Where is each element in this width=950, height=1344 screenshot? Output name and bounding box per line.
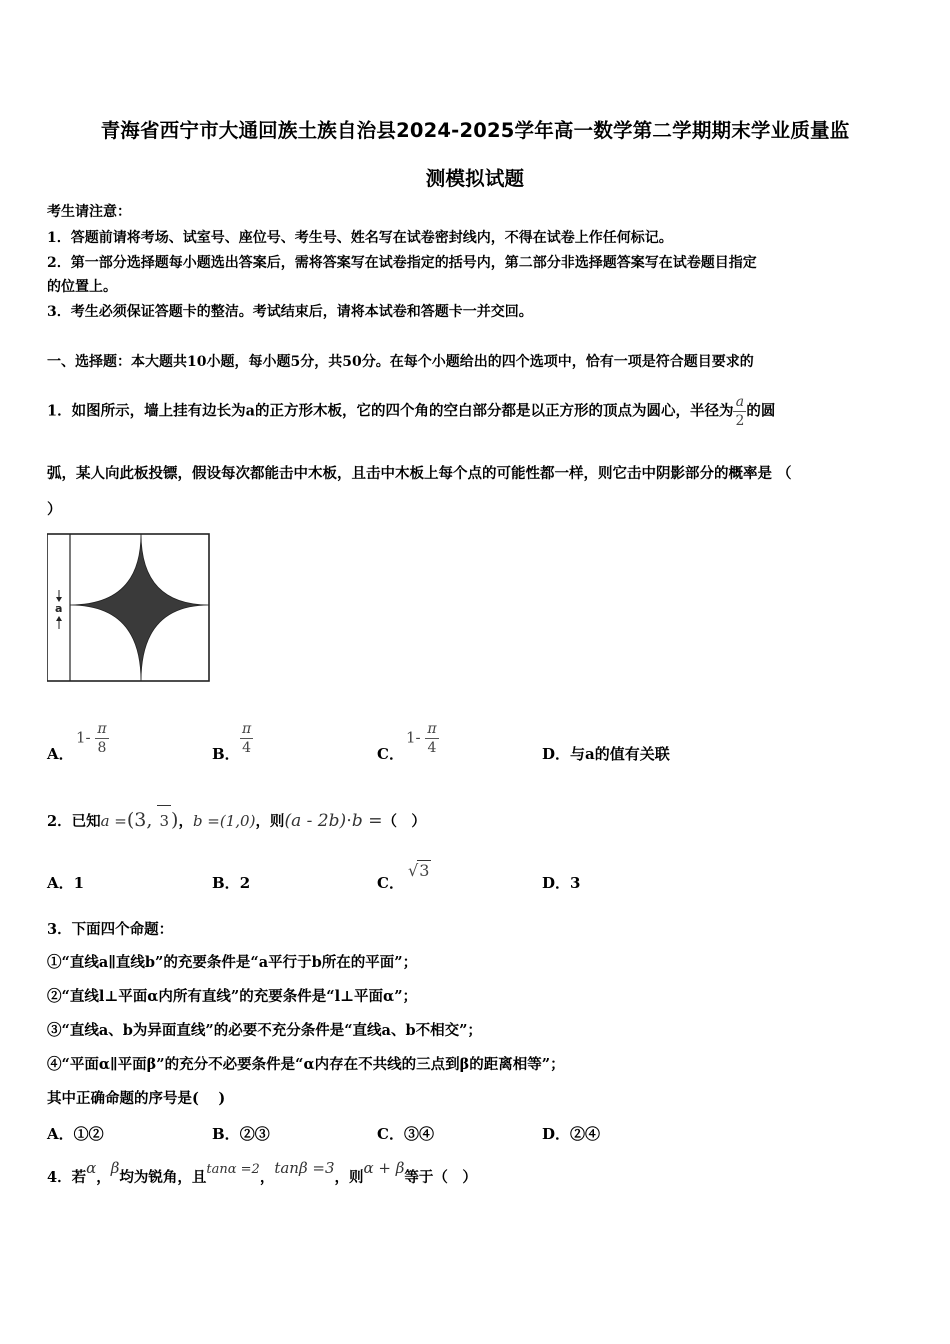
q2-option-c-radical: √3 [408,861,430,880]
exam-title-line2: 测模拟试题 [425,167,525,190]
q1-option-b-den: 4 [242,740,252,756]
q1-line-3: ） [47,501,62,518]
q3-option-d-letter: D． [542,1125,571,1143]
q4-tail: 等于（ ） [404,1169,477,1186]
q1-line-2: 弧，某人向此板投镖，假设每次都能击中木板，且击中木板上每个点的可能性都一样，则它击中阴影部分的概率是 （ [47,465,792,482]
q1-radius-fraction [733,393,746,430]
q1-option-c-value [406,720,439,757]
q2-option-c[interactable] [377,872,404,893]
q2-option-a-letter: A． [47,874,74,892]
q4-line [47,1160,477,1196]
q1-option-b-num: π [242,721,252,737]
notice-heading: 考生请注意： [47,204,131,220]
q2-option-b-letter: B． [212,874,240,892]
q1-option-d-text: 与a的值有关联 [570,745,670,763]
q2-lead: 2．已知 [47,813,101,830]
q1-option-c-fraction [425,720,438,757]
q2-option-c-value [408,860,431,880]
q3-option-a-letter: A． [47,1125,74,1143]
q3-option-c[interactable] [377,1123,434,1144]
q1-option-c-prefix: 1- [406,728,421,747]
q3-option-a-text: ①② [73,1125,104,1143]
q2-option-b[interactable] [212,872,250,893]
q1-text-part2: 的圆 [746,402,776,420]
q4-sum: α + β [363,1159,405,1177]
q2-option-d-text: 3 [570,874,581,892]
q1-option-b-value [240,720,253,757]
q1-text-part1: 1．如图所示，墙上挂有边长为a的正方形木板，它的四个角的空白部分都是以正方形的顶点为圆心，半径为 [47,402,734,420]
notice-item-1: 1．答题前请将考场、试室号、座位号、考生号、姓名写在试卷密封线内，不得在试卷上作任何标记。 [47,230,673,246]
q2-line [47,805,426,837]
q2-vector-a [100,809,179,831]
shaded-region [70,534,209,681]
q2-option-b-text: 2 [239,874,251,892]
q3-lead: 3．下面四个命题： [47,921,174,938]
q1-option-a-fraction [95,720,108,757]
exam-title-line1: 青海省西宁市大通回族土族自治县2024-2025学年高一数学第二学期期末学业质量监 [100,119,850,142]
q2-vector-a-close: ) [171,809,179,831]
notice-item-3: 3．考生必须保证答题卡的整洁。考试结束后，请将本试卷和答题卡一并交回。 [47,304,533,320]
q3-option-c-letter: C． [377,1125,404,1143]
q1-frac-den: 2 [735,413,745,429]
q4-lead: 4．若 [47,1169,87,1186]
q1-option-d[interactable] [542,743,670,764]
q1-line-1 [47,393,775,430]
q2-option-a-text: 1 [73,874,85,892]
q2-tail: （ ） [382,813,426,830]
q1-option-c[interactable] [377,743,404,764]
q1-option-a-den: 8 [97,740,107,756]
q1-option-b[interactable] [212,743,240,764]
q4-comma1: ， [96,1169,111,1186]
q2-option-c-letter: C． [377,874,404,892]
q2-sep2: ，则 [255,813,285,830]
notice-item-2-cont: 的位置上。 [47,279,117,295]
q3-option-b-letter: B． [212,1125,240,1143]
q3-proposition-1: ①“直线a∥直线b”的充要条件是“a平行于b所在的平面”； [47,954,418,971]
q1-option-b-fraction [240,720,253,757]
q4-comma2: ， [259,1169,275,1186]
q4-beta: β [110,1159,120,1177]
q3-option-d[interactable] [542,1123,600,1144]
q2-option-a[interactable] [47,872,84,893]
q2-vector-b: b =(1,0) [192,812,256,830]
q4-tan-beta: tanβ =3 [274,1159,335,1177]
q1-option-a-num: π [97,721,107,737]
q3-question: 其中正确命题的序号是( ) [47,1090,226,1107]
q2-option-d[interactable] [542,872,580,893]
q4-mid: 均为锐角，且 [119,1169,207,1186]
notice-item-2: 2．第一部分选择题每小题选出答案后，需将答案写在试卷指定的括号内，第二部分非选择题答案写在试卷题目指定 [47,255,757,271]
q2-option-d-letter: D． [542,874,571,892]
q2-option-c-root: 3 [419,861,430,880]
q4-then: ，则 [334,1169,364,1186]
section-1-heading: 一、选择题：本大题共10小题，每小题5分，共50分。在每个小题给出的四个选项中，恰有一项是符合题目要求的 [47,354,754,370]
q1-square-board-figure [47,533,212,685]
q3-proposition-4: ④“平面α∥平面β”的充分不必要条件是“α内存在不共线的三点到β的距离相等”； [47,1056,565,1073]
q1-option-a[interactable] [47,743,74,764]
dimension-arrow-head-up [56,616,62,621]
q3-proposition-2: ②“直线l⊥平面α内所有直线”的充要条件是“l⊥平面α”； [47,988,418,1005]
q3-option-a[interactable] [47,1123,104,1144]
q1-option-b-letter: B． [212,745,240,763]
q1-option-d-letter: D． [542,745,571,763]
q3-option-d-text: ②④ [570,1125,601,1143]
q2-expression: (a - 2b)⋅b = [284,811,383,831]
q2-sep1: ， [178,813,193,830]
q1-option-a-prefix: 1- [76,728,91,747]
q2-vector-a-open: (3, [126,809,159,831]
q2-vector-a-lhs: a = [100,812,127,830]
q1-option-a-value [76,720,109,757]
q1-option-c-den: 4 [427,740,437,756]
q3-option-b[interactable] [212,1123,270,1144]
q3-option-b-text: ②③ [239,1125,270,1143]
q3-proposition-3: ③“直线a、b为异面直线”的必要不充分条件是“直线a、b不相交”； [47,1022,482,1039]
q1-option-a-letter: A． [47,745,74,763]
q3-option-c-text: ③④ [403,1125,434,1143]
q1-frac-num: a [733,393,746,412]
q1-option-c-letter: C． [377,745,404,763]
q4-tan-alpha: tanα =2 [206,1162,260,1177]
q2-vector-a-root: 3 [157,805,171,836]
q1-option-c-num: π [427,721,437,737]
q4-alpha: α [86,1159,97,1177]
dimension-label-a: a [55,602,63,615]
